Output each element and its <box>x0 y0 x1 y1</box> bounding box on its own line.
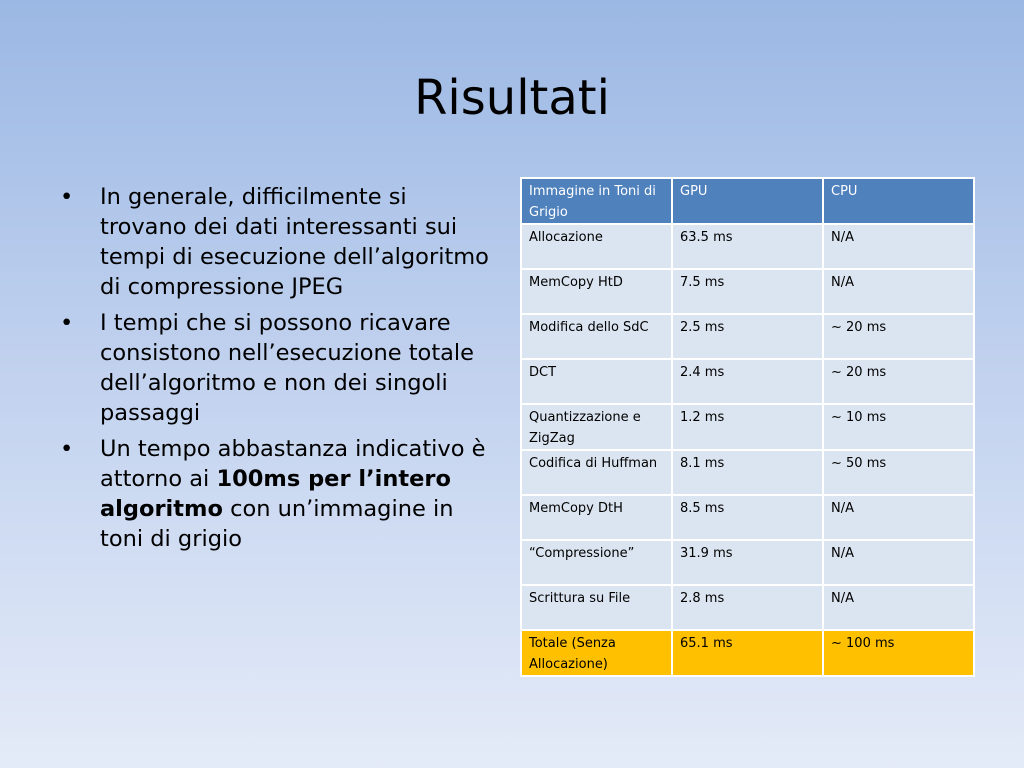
row-label: Allocazione <box>521 224 672 269</box>
table-row <box>521 404 974 450</box>
total-cpu-value: ~ 100 ms <box>823 630 974 676</box>
row-label: “Compressione” <box>521 540 672 585</box>
cpu-value: N/A <box>823 269 974 314</box>
table-row <box>521 269 974 314</box>
header-cell-image: Immagine in Toni di Grigio <box>521 178 672 224</box>
table-row <box>521 224 974 269</box>
cpu-value: N/A <box>823 495 974 540</box>
table-row <box>521 450 974 495</box>
cpu-value: N/A <box>823 540 974 585</box>
bullet-dot: • <box>60 436 74 462</box>
cpu-value: ~ 50 ms <box>823 450 974 495</box>
gpu-value: 63.5 ms <box>672 224 823 269</box>
total-gpu-value: 65.1 ms <box>672 630 823 676</box>
row-label: Scrittura su File <box>521 585 672 630</box>
cpu-value: ~ 20 ms <box>823 314 974 359</box>
row-label: MemCopy HtD <box>521 269 672 314</box>
cpu-value: ~ 20 ms <box>823 359 974 404</box>
gpu-value: 2.4 ms <box>672 359 823 404</box>
row-label: MemCopy DtH <box>521 495 672 540</box>
row-label: Modifica dello SdC <box>521 314 672 359</box>
bullet-item <box>60 182 500 302</box>
table-row <box>521 359 974 404</box>
header-cell-cpu: CPU <box>823 178 974 224</box>
bullet-text-bold: 100ms per l’intero algoritmo <box>100 466 451 522</box>
gpu-value: 7.5 ms <box>672 269 823 314</box>
gpu-value: 31.9 ms <box>672 540 823 585</box>
table-row <box>521 314 974 359</box>
row-label: Codifica di Huffman <box>521 450 672 495</box>
table-header-row <box>521 178 974 224</box>
gpu-value: 2.8 ms <box>672 585 823 630</box>
bullet-text: In generale, difficilmente si trovano dei dati interessanti sui tempi di esecuzione dell’algoritmo di compressione JPEG <box>100 184 489 300</box>
slide-title: Risultati <box>414 70 610 126</box>
bullet-dot: • <box>60 184 74 210</box>
bullet-item <box>60 434 500 554</box>
cpu-value: ~ 10 ms <box>823 404 974 450</box>
table-row <box>521 585 974 630</box>
gpu-value: 8.5 ms <box>672 495 823 540</box>
table-row <box>521 540 974 585</box>
bullet-dot: • <box>60 310 74 336</box>
gpu-value: 1.2 ms <box>672 404 823 450</box>
table-row <box>521 495 974 540</box>
bullet-item <box>60 308 500 428</box>
header-cell-gpu: GPU <box>672 178 823 224</box>
bullet-text-post: con un’immagine in toni di grigio <box>100 496 454 552</box>
results-table-container <box>520 177 973 677</box>
total-label: Totale (Senza Allocazione) <box>521 630 672 676</box>
gpu-value: 2.5 ms <box>672 314 823 359</box>
gpu-value: 8.1 ms <box>672 450 823 495</box>
row-label: Quantizzazione e ZigZag <box>521 404 672 450</box>
cpu-value: N/A <box>823 585 974 630</box>
bullet-text: I tempi che si possono ricavare consistono nell’esecuzione totale dell’algoritmo e non dei singoli passaggi <box>100 310 475 426</box>
row-label: DCT <box>521 359 672 404</box>
results-table <box>520 177 975 677</box>
table-total-row <box>521 630 974 676</box>
cpu-value: N/A <box>823 224 974 269</box>
bullet-list <box>60 182 500 560</box>
bullet-text-pre: Un tempo abbastanza indicativo è attorno ai <box>100 436 486 492</box>
